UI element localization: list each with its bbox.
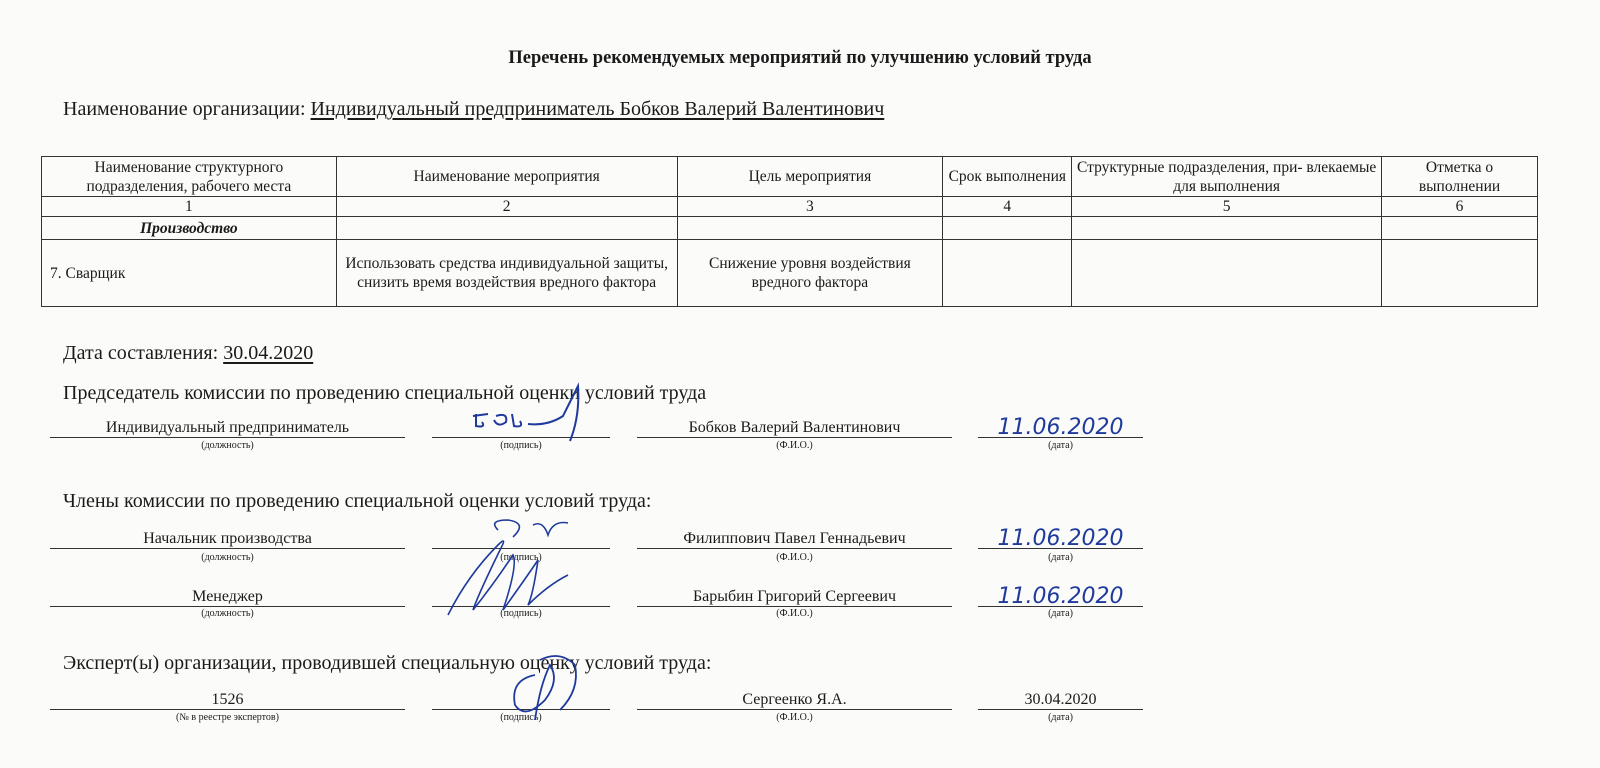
member-position: Менеджер <box>50 588 405 607</box>
measure-cell: Использовать средства индивидуальной защиты, снизить время воздействия вредного фактора <box>336 240 677 307</box>
caption-signature: (подпись) <box>500 712 542 723</box>
member-signature <box>438 515 588 630</box>
member-date: 11.06.2020 <box>978 588 1143 607</box>
member-fio: Барыбин Григорий Сергеевич <box>637 588 952 607</box>
caption-date: (дата) <box>1048 712 1073 723</box>
caption-signature: (подпись) <box>500 440 542 451</box>
mark-cell <box>1382 240 1538 307</box>
compiled-label: Дата составления: <box>63 342 219 364</box>
caption-signature: (подпись) <box>500 552 542 563</box>
caption-date: (дата) <box>1048 552 1073 563</box>
members-heading: Члены комиссии по проведению специальной оценки условий труда: <box>63 490 652 512</box>
column-number: 1 <box>42 197 337 217</box>
section-row <box>42 217 1538 240</box>
caption-fio: (Ф.И.О.) <box>776 552 813 563</box>
header-cell: Наименование структурного подразделения, рабочего места <box>42 157 337 197</box>
column-number: 6 <box>1382 197 1538 217</box>
member-date: 11.06.2020 <box>978 530 1143 549</box>
column-number: 3 <box>677 197 943 217</box>
column-number: 4 <box>943 197 1072 217</box>
expert-heading: Эксперт(ы) организации, проводившей специальную оценку условий труда: <box>63 652 712 674</box>
compiled-date: 30.04.2020 <box>223 342 314 364</box>
caption-date: (дата) <box>1048 440 1073 451</box>
chairman-signature <box>468 386 618 451</box>
departments-cell <box>1072 240 1382 307</box>
caption-fio: (Ф.И.О.) <box>776 712 813 723</box>
caption-position: (должность) <box>201 608 254 619</box>
caption-registry: (№ в реестре экспертов) <box>176 712 279 723</box>
chairman-heading: Председатель комиссии по проведению специальной оценки условий труда <box>63 382 707 404</box>
header-cell: Цель мероприятия <box>677 157 943 197</box>
deadline-cell <box>943 240 1072 307</box>
header-cell: Отметка о выполнении <box>1382 157 1538 197</box>
expert-signature <box>490 650 590 735</box>
caption-fio: (Ф.И.О.) <box>776 608 813 619</box>
table-row <box>42 240 1538 307</box>
header-cell: Срок выполнения <box>943 157 1072 197</box>
compiled-date-line <box>63 342 313 365</box>
page-title: Перечень рекомендуемых мероприятий по улучшению условий труда <box>508 48 1092 68</box>
organization-label: Наименование организации: <box>63 98 306 120</box>
member-position: Начальник производства <box>50 530 405 549</box>
section-name: Производство <box>42 217 337 240</box>
chairman-fio: Бобков Валерий Валентинович <box>637 419 952 438</box>
member-fio: Филиппович Павел Геннадьевич <box>637 530 952 549</box>
caption-date: (дата) <box>1048 608 1073 619</box>
header-cell: Наименование мероприятия <box>336 157 677 197</box>
goal-cell: Снижение уровня воздействия вредного фактора <box>677 240 943 307</box>
workplace-cell: 7. Сварщик <box>42 240 337 307</box>
table-header-row <box>42 157 1538 197</box>
column-number: 5 <box>1072 197 1382 217</box>
expert-date: 30.04.2020 <box>978 691 1143 710</box>
caption-signature: (подпись) <box>500 608 542 619</box>
expert-registry-number: 1526 <box>50 691 405 710</box>
column-numbers-row <box>42 197 1538 217</box>
caption-fio: (Ф.И.О.) <box>776 440 813 451</box>
measures-table <box>41 156 1538 307</box>
organization-line <box>63 98 884 121</box>
caption-position: (должность) <box>201 552 254 563</box>
expert-fio: Сергеенко Я.А. <box>637 691 952 710</box>
chairman-date: 11.06.2020 <box>978 419 1143 438</box>
chairman-position: Индивидуальный предприниматель <box>50 419 405 438</box>
caption-position: (должность) <box>201 440 254 451</box>
header-cell: Структурные подразделения, при- влекаемые для выполнения <box>1072 157 1382 197</box>
column-number: 2 <box>336 197 677 217</box>
organization-value: Индивидуальный предприниматель Бобков Валерий Валентинович <box>310 98 885 120</box>
